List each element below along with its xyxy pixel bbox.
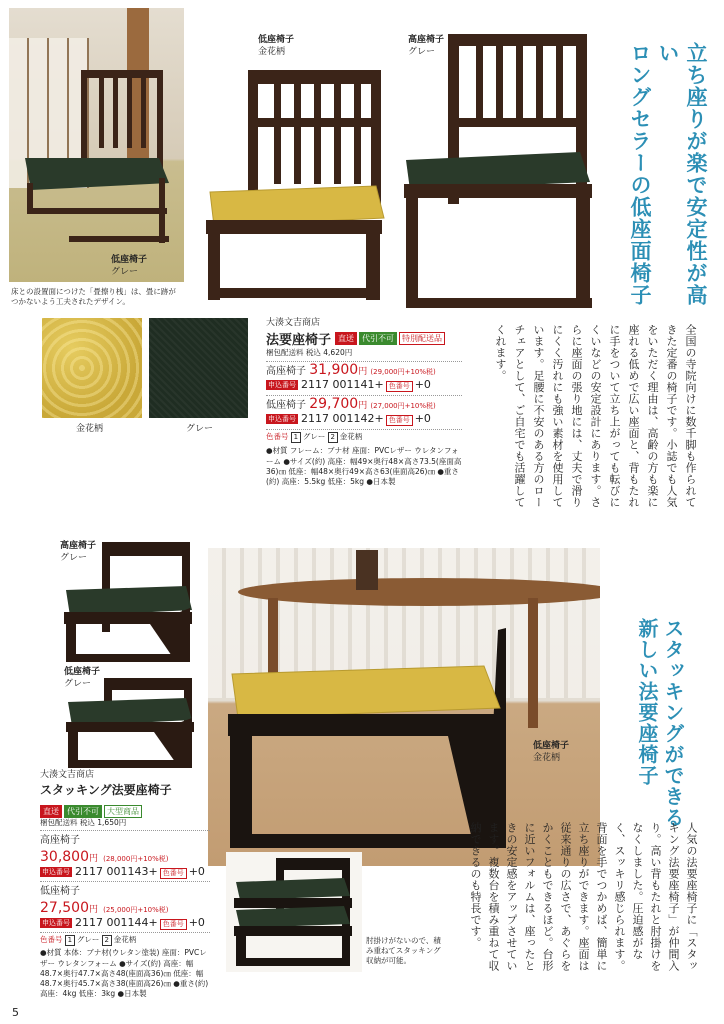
- bottom-low-label: [64, 666, 100, 690]
- top-high-label-sub: グレー: [408, 47, 436, 57]
- bottom-color-num2: 2: [102, 935, 112, 946]
- small-low-chair-illustration: [60, 676, 200, 772]
- bottom-body-text: 人気の法要座椅子に「スタッキング法要座椅子」が仲間入り。高い背もたれと肘掛けをなくしました。圧迫感がなく、スッキリ感じられます。背面を手でつかめば、簡単に立ち座りができます。座面は従来通りの広さで、あぐらをかくこともできるほど。台形に近いフォルムは、座ったときの安定感をアップさせています。複数台を積み重ねて収納できるのも特長です。: [469, 822, 698, 972]
- bottom-main-label: [533, 740, 569, 764]
- bottom-product-info: [40, 770, 210, 999]
- bottom-item-high-tax: (28,000円+10%税): [103, 855, 169, 864]
- top-item-high-name: 高座椅子: [266, 366, 306, 378]
- top-specs: ●材質 フレーム：ブナ材 座面：PVCレザー ウレタンフォーム ●サイズ(約) 高座：幅49×奥行48×高さ73.5(座面高36)㎝ 低座：幅48×奥行49×高さ63(座面高26)㎝ ●重さ(約) 高座：5.5kg 低座：5kg ●日本製: [266, 446, 462, 486]
- bottom-item-high-code-label: 申込番号: [42, 868, 70, 877]
- page-number: 5: [12, 1006, 19, 1019]
- top-item-low-code-label: 申込番号: [268, 415, 296, 424]
- top-item-high-tax: (29,000円+10%税): [370, 368, 436, 377]
- bottom-color-row-label: 色番号: [40, 935, 63, 945]
- top-item-high-code-label: 申込番号: [268, 381, 296, 390]
- swatch-gold-label: 金花柄: [76, 424, 104, 434]
- stack-caption: 肘掛けがないので、積み重ねてスタッキング収納が可能。: [366, 936, 441, 966]
- top-product-info: [266, 318, 462, 487]
- room-photo-label-sub: グレー: [111, 267, 139, 277]
- top-color-row: [266, 432, 462, 443]
- top-item-low: [266, 396, 462, 412]
- bottom-item-low-code-label: 申込番号: [42, 919, 70, 928]
- bottom-headline: [634, 618, 686, 828]
- bottom-item-high-unit: 円: [89, 854, 99, 865]
- top-headline: [626, 42, 710, 322]
- top-item-high: [266, 362, 462, 378]
- room-photo-label-title: 低座椅子: [111, 255, 148, 265]
- top-item-low-tax: (27,000円+10%税): [370, 402, 436, 411]
- stacked-chairs-illustration: [226, 852, 362, 972]
- swatch-grey: [149, 318, 248, 418]
- top-item-high-price: 31,900: [309, 362, 359, 379]
- low-chair-gold-illustration: [196, 60, 396, 305]
- bottom-main-label-sub: 金花柄: [533, 753, 561, 763]
- top-color-row-label: 色番号: [266, 432, 289, 442]
- top-low-label-sub: 金花柄: [258, 47, 286, 57]
- top-item-low-color-label: 色番号: [386, 415, 413, 426]
- room-photo: [9, 8, 184, 282]
- bottom-low-label-sub: グレー: [64, 679, 92, 689]
- bottom-product-name: スタッキング法要座椅子: [40, 783, 172, 798]
- bottom-badge-large: 大型商品: [104, 805, 142, 818]
- bottom-item-low-code: 2117 001144: [75, 916, 149, 930]
- bottom-item-high-name: 高座椅子: [40, 835, 80, 847]
- top-badge-direct: 直送: [335, 332, 357, 345]
- bottom-item-low-suffix: +0: [188, 916, 205, 930]
- bottom-color-row: [40, 935, 210, 946]
- bottom-item-high-code: 2117 001143: [75, 865, 149, 879]
- top-item-high-suffix: +0: [414, 378, 431, 392]
- bottom-high-label-title: 高座椅子: [60, 541, 97, 551]
- top-badge-no-cod: 代引不可: [359, 332, 397, 345]
- bottom-high-label-sub: グレー: [60, 553, 88, 563]
- bottom-badges: [40, 799, 210, 818]
- top-badge-special: 特別配送品: [399, 332, 445, 345]
- room-photo-label: [111, 254, 147, 278]
- top-item-high-code-row: 申込番号 2117 001141+ 色番号 +0: [268, 378, 431, 392]
- top-high-label: [408, 34, 444, 58]
- bottom-color-c2: 金花柄: [113, 935, 137, 945]
- high-chair-grey-illustration: [398, 30, 603, 315]
- top-brand: 大湊文吉商店: [266, 318, 321, 328]
- bottom-headline-line1: スタッキングができる: [661, 618, 685, 828]
- swatch-gold: [42, 318, 142, 418]
- top-headline-line1: 立ち座りが楽で安定性が高い: [656, 42, 709, 306]
- top-item-high-color-label: 色番号: [386, 381, 413, 392]
- top-headline-line2: ロングセラーの低座面椅子: [628, 42, 653, 306]
- top-body-text: 全国の寺院向けに数千脚も作られてきた定番の椅子です。小誌でも人気をいただく理由は、高齢の方も楽に座れる低めで広い座面と、背もたれに手をついて立ち上がっても転びにくいなどの安定設計にあります。さらに座面の張り地には、丈夫で滑りにくく汚れにも強い素材を使用しています。足腰に不安のある方のローチェアとして、ご自宅でも活躍してくれます。: [494, 324, 697, 508]
- bottom-specs: ●材質 本体：ブナ材(ウレタン塗装) 座面：PVCレザー ウレタンフォーム ●サイズ(約) 高座：幅48.7×奥行47.7×高さ48(座面高36)㎝ 低座：幅48.7×奥行45.7×高さ38(座面高26)㎝ ●重さ(約) 高座：4kg 低座：3kg ●日本製: [40, 948, 209, 998]
- top-item-low-code: 2117 001142: [301, 412, 375, 426]
- top-low-label-title: 低座椅子: [258, 35, 295, 45]
- top-product-name: 法要座椅子: [266, 333, 332, 349]
- bottom-main-label-title: 低座椅子: [533, 741, 570, 751]
- bottom-item-low-unit: 円: [89, 905, 99, 916]
- room-caption: 床との設置面につけた「畳擦り桟」は、畳に跡がつかないよう工夫されたデザイン。: [11, 287, 176, 307]
- top-item-low-name: 低座椅子: [266, 400, 306, 412]
- top-color-num1: 1: [291, 432, 301, 443]
- bottom-color-c1: グレー: [76, 935, 100, 945]
- bottom-badge-no-cod: 代引不可: [64, 805, 102, 818]
- bottom-headline-line2: 新しい法要座椅子: [635, 618, 659, 786]
- top-color-c1: グレー: [302, 432, 326, 442]
- bottom-item-high-price: 30,800: [40, 849, 89, 866]
- swatch-grey-label: グレー: [186, 424, 214, 434]
- top-color-c2: 金花柄: [339, 432, 363, 442]
- top-item-high-unit: 円: [358, 367, 368, 378]
- bottom-item-high-color-label: 色番号: [160, 868, 187, 879]
- top-color-num2: 2: [328, 432, 338, 443]
- room-chair-illustration: [9, 8, 184, 282]
- bottom-item-high-suffix: +0: [188, 865, 205, 879]
- bottom-item-low-price-row: [40, 897, 210, 916]
- top-low-label: [258, 34, 294, 58]
- top-item-low-price: 29,700: [309, 396, 359, 413]
- table-and-chair-illustration: [208, 548, 600, 866]
- top-item-low-suffix: +0: [414, 412, 431, 426]
- top-item-high-code: 2117 001141: [301, 378, 375, 392]
- top-item-low-unit: 円: [358, 401, 368, 412]
- bottom-item-low-color-label: 色番号: [160, 919, 187, 930]
- bottom-room-photo: [208, 548, 600, 866]
- top-item-low-code-row: 申込番号 2117 001142+ 色番号 +0: [268, 412, 431, 426]
- bottom-item-high-price-row: [40, 846, 210, 865]
- bottom-item-low-code-row: 申込番号 2117 001144+ 色番号 +0: [42, 916, 205, 930]
- top-high-label-title: 高座椅子: [408, 35, 445, 45]
- top-product-row: [266, 329, 462, 348]
- bottom-item-low-name: 低座椅子: [40, 886, 80, 898]
- bottom-low-label-title: 低座椅子: [64, 667, 101, 677]
- bottom-item-low-tax: (25,000円+10%税): [103, 906, 169, 915]
- bottom-item-low-price: 27,500: [40, 900, 89, 917]
- bottom-shipping: 梱包配送料 税込 1,650円: [40, 818, 127, 828]
- bottom-item-high-code-row: 申込番号 2117 001143+ 色番号 +0: [42, 865, 205, 879]
- top-shipping: 梱包配送料 税込 4,620円: [266, 348, 353, 358]
- bottom-high-label: [60, 540, 96, 564]
- bottom-badge-direct: 直送: [40, 805, 62, 818]
- bottom-brand: 大湊文吉商店: [40, 770, 95, 780]
- bottom-color-num1: 1: [65, 935, 75, 946]
